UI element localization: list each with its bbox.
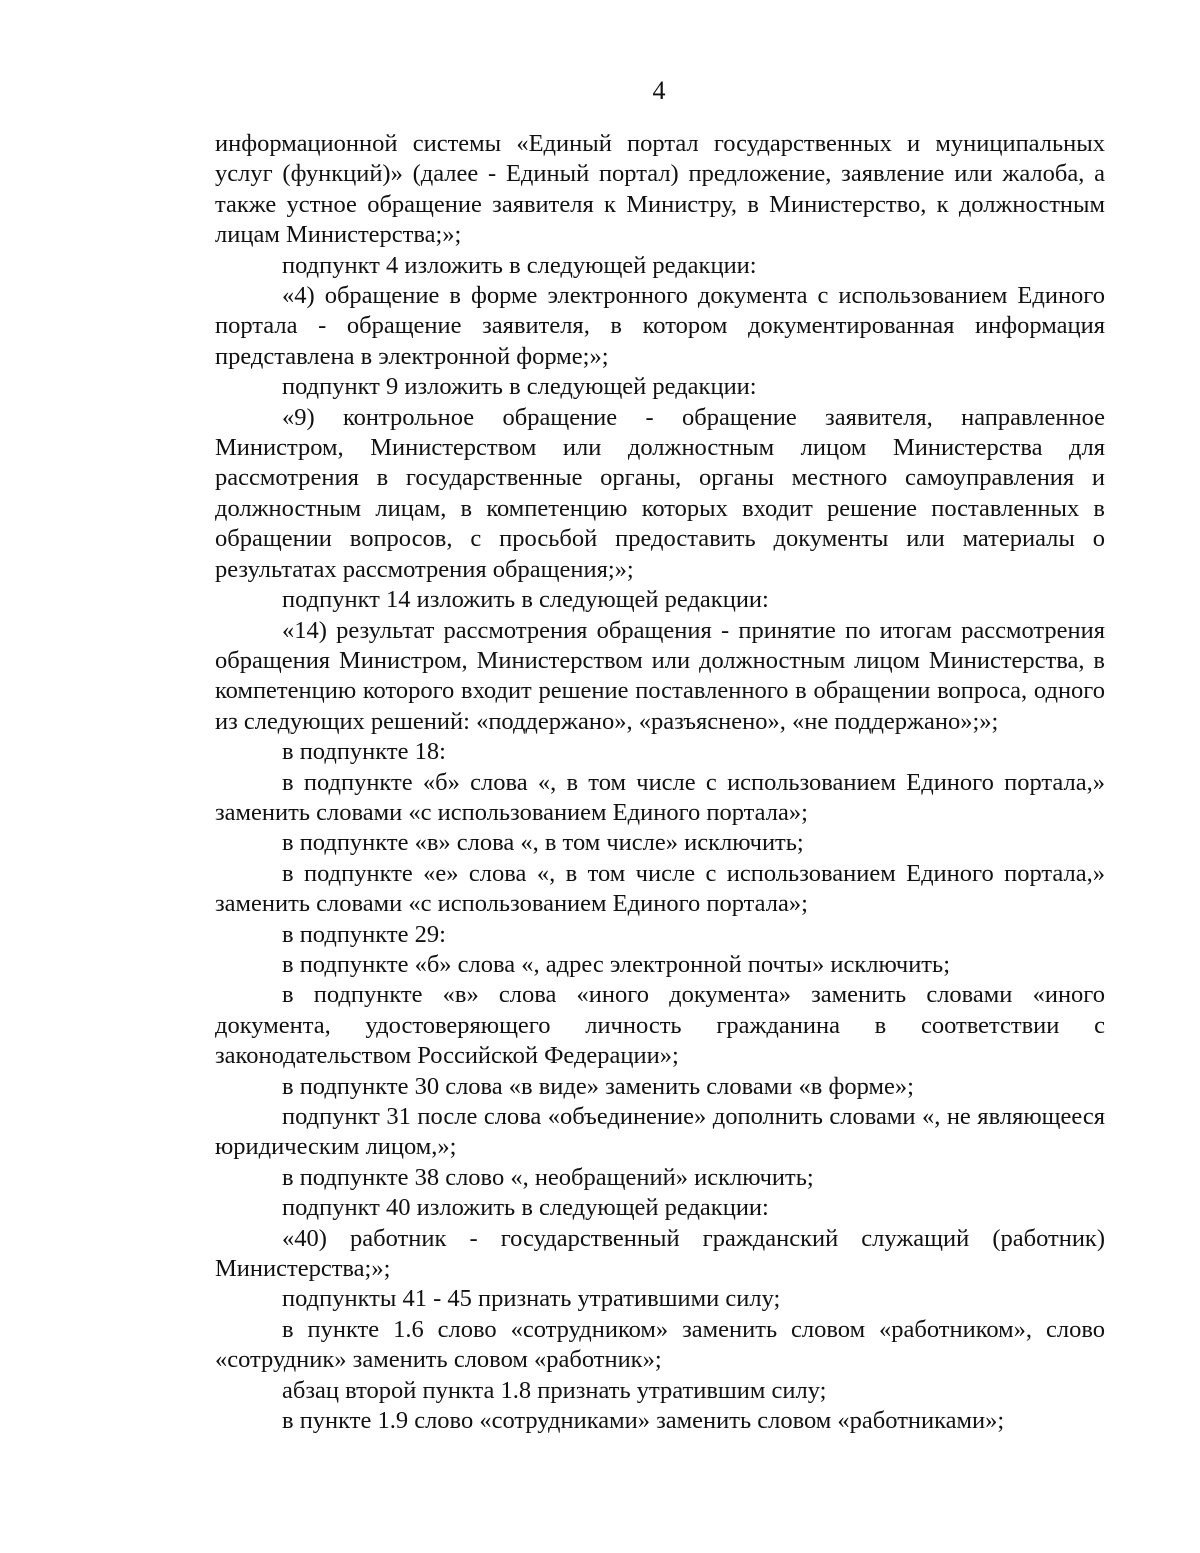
paragraph: подпункт 4 изложить в следующей редакции: [282,251,757,279]
document-body [215,129,1105,1436]
paragraph: в подпункте 29: [282,920,446,948]
paragraph: в пункте 1.6 слово «сотрудником» заменить словом «работником», слово «сотрудник» заменить словом «работник»; [215,1315,1105,1374]
paragraph: в подпункте 38 слово «, необращений» исключить; [282,1163,814,1191]
paragraph: в подпункте «в» слова «, в том числе» исключить; [282,829,804,857]
paragraph: подпункт 31 после слова «объединение» дополнить словами «, не являющееся юридическим лицом,»; [215,1103,1105,1161]
paragraph: подпункт 14 изложить в следующей редакции: [282,586,769,614]
paragraph: абзац второй пункта 1.8 признать утратившим силу; [282,1376,827,1404]
paragraph: в подпункте «б» слова «, в том числе с использованием Единого портала,» заменить словами «с использованием Единого портала»; [215,768,1105,826]
paragraph: подпункты 41 - 45 признать утратившими силу; [282,1285,781,1313]
paragraph: в подпункте 30 слова «в виде» заменить словами «в форме»; [282,1072,914,1100]
paragraph: в подпункте «б» слова «, адрес электронной почты» исключить; [282,950,950,978]
paragraph: «40) работник - государственный гражданский служащий (работник) Министерства;»; [215,1224,1105,1283]
paragraph: «14) результат рассмотрения обращения - принятие по итогам рассмотрения обращения Министром, Министерством или должностным лицом Министерства, в компетенцию которого входит решение поставленного в обращении вопроса, одного из следующих решений: «поддержано», «разъяснено», «не поддержано»;»; [215,616,1105,735]
paragraph: информационной системы «Единый портал государственных и муниципальных услуг (функций)» (далее - Единый портал) предложение, заявление или жалоба, а также устное обращение заявителя к Министру, в Министерство, к должностным лицам Министерства;»; [215,130,1105,249]
paragraph: подпункт 40 изложить в следующей редакции: [282,1194,769,1222]
paragraph: в подпункте 18: [282,738,446,766]
paragraph: в подпункте «в» слова «иного документа» заменить словами «иного документа, удостоверяющего личность гражданина в соответствии с законодательством Российской Федерации»; [215,981,1105,1070]
paragraph: в пункте 1.9 слово «сотрудниками» заменить словом «работниками»; [282,1407,1005,1435]
paragraph: в подпункте «е» слова «, в том числе с использованием Единого портала,» заменить словами «с использованием Единого портала»; [215,859,1105,918]
paragraph: подпункт 9 изложить в следующей редакции: [282,373,757,401]
paragraph: «4) обращение в форме электронного документа с использованием Единого портала - обращение заявителя, в котором документированная информация представлена в электронной форме;»; [215,282,1105,370]
paragraph: «9) контрольное обращение - обращение заявителя, направленное Министром, Министерством или должностным лицом Министерства для рассмотрения в государственные органы, органы местного самоуправления и должностным лицам, в компетенцию которых входит решение поставленных в обращении вопросов, с просьбой предоставить документы или материалы о результатах рассмотрения обращения;»; [215,403,1105,583]
page-number: 4 [652,76,666,105]
